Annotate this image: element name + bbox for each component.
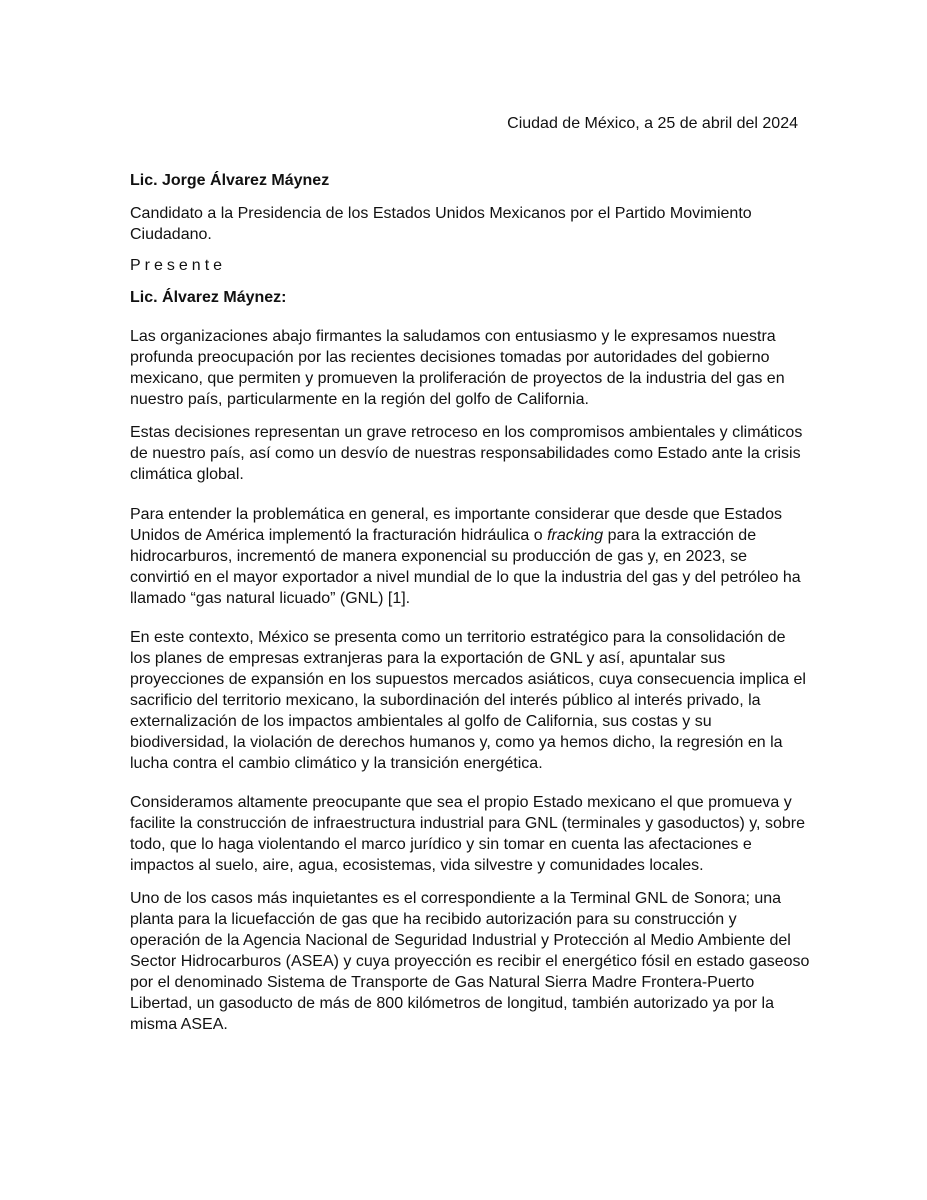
paragraph-6: Uno de los casos más inquietantes es el correspondiente a la Terminal GNL de Sonora; una planta para la licuefacción de gas que ha recibido autorización para su construcción y operación de la Agencia Nacional de Seguridad Industrial y Protección al Medio Ambiente del Sector Hidrocarburos (ASEA) y cuya proyección es recibir el energético fósil en estado gaseoso por el denominado Sistema de Transporte de Gas Natural Sierra Madre Frontera-Puerto Libertad, un gasoducto de más de 800 kilómetros de longitud, también autorizado ya por la misma ASEA. — [130, 890, 810, 1033]
paragraph-1: Las organizaciones abajo firmantes la saludamos con entusiasmo y le expresamos nuestra profunda preocupación por las recientes decisiones tomadas por autoridades del gobierno mexicano, que permiten y promueven la proliferación de proyectos de la industria del gas en nuestro país, particularmente en la región del golfo de California. — [130, 328, 785, 408]
salutation: Lic. Álvarez Máynez: — [130, 289, 287, 306]
date-line: Ciudad de México, a 25 de abril del 2024 — [507, 115, 798, 132]
letter-body — [130, 170, 810, 1035]
paragraph-3-part-1: Para entender la problemática en general, es importante considerar que desde que Estados Unidos de América implementó la fracturación hidráulica o — [130, 506, 782, 544]
recipient-title: Candidato a la Presidencia de los Estados Unidos Mexicanos por el Partido Movimiento Ciudadano. — [130, 205, 752, 243]
presente-line: Presente — [130, 257, 227, 274]
paragraph-3-emphasis: fracking — [547, 527, 604, 544]
paragraph-2: Estas decisiones representan un grave retroceso en los compromisos ambientales y climáticos de nuestro país, así como un desvío de nuestras responsabilidades como Estado ante la crisis climática global. — [130, 424, 803, 483]
paragraph-5: Consideramos altamente preocupante que sea el propio Estado mexicano el que promueva y facilite la construcción de infraestructura industrial para GNL (terminales y gasoductos) y, sobre todo, que lo haga violentando el marco jurídico y sin tomar en cuenta las afectaciones e impactos al suelo, aire, agua, ecosistemas, vida silvestre y comunidades locales. — [130, 794, 805, 874]
paragraph-3-part-2: para la extracción de hidrocarburos, incrementó de manera exponencial su producción de gas y, en 2023, se convirtió en el mayor exportador a nivel mundial de lo que la industria del gas y del petróleo ha llamado “gas natural licuado” (GNL) [1]. — [130, 527, 801, 607]
recipient-name: Lic. Jorge Álvarez Máynez — [130, 172, 330, 189]
paragraph-4: En este contexto, México se presenta como un territorio estratégico para la consolidación de los planes de empresas extranjeras para la exportación de GNL y así, apuntalar sus proyecciones de expansión en los supuestos mercados asiáticos, cuya consecuencia implica el sacrificio del territorio mexicano, la subordinación del interés público al interés privado, la externalización de los impactos ambientales al golfo de California, sus costas y su biodiversidad, la violación de derechos humanos y, como ya hemos dicho, la regresión en la lucha contra el cambio climático y la transición energética. — [130, 629, 806, 772]
paragraph-3 — [130, 504, 810, 609]
